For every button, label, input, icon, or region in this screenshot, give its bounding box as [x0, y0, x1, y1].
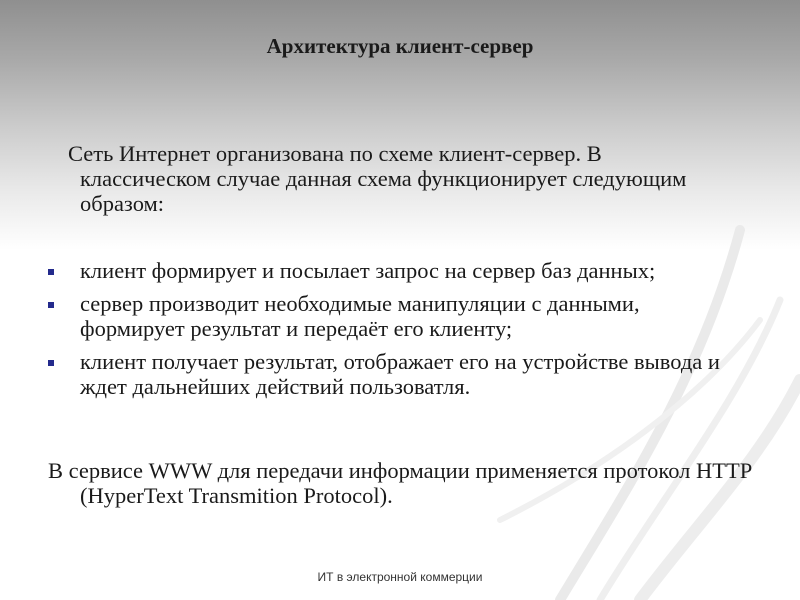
slide-footer: ИТ в электронной коммерции: [317, 570, 483, 584]
bullet-item: [0, 291, 745, 341]
square-bullet-icon: [48, 302, 54, 308]
square-bullet-icon: [48, 269, 54, 275]
closing-paragraph: В сервисе WWW для передачи информации применяется протокол HTTP (HyperText Transmition Protocol).: [48, 458, 752, 508]
bullet-list: [0, 258, 800, 407]
bullet-item: [0, 258, 745, 283]
bullet-text: клиент получает результат, отображает его на устройстве вывода и ждет дальнейших действий пользоватля.: [80, 349, 720, 399]
bullet-text: клиент формирует и посылает запрос на сервер баз данных;: [80, 258, 656, 283]
bullet-item: [0, 349, 745, 399]
intro-paragraph: Сеть Интернет организована по схеме клиент-сервер. В классическом случае данная схема функционирует следующим образом:: [68, 141, 687, 216]
bullet-text: сервер производит необходимые манипуляции с данными, формирует результат и передаёт его клиенту;: [80, 291, 640, 341]
square-bullet-icon: [48, 360, 54, 366]
slide-title: Архитектура клиент-сервер: [266, 34, 534, 58]
